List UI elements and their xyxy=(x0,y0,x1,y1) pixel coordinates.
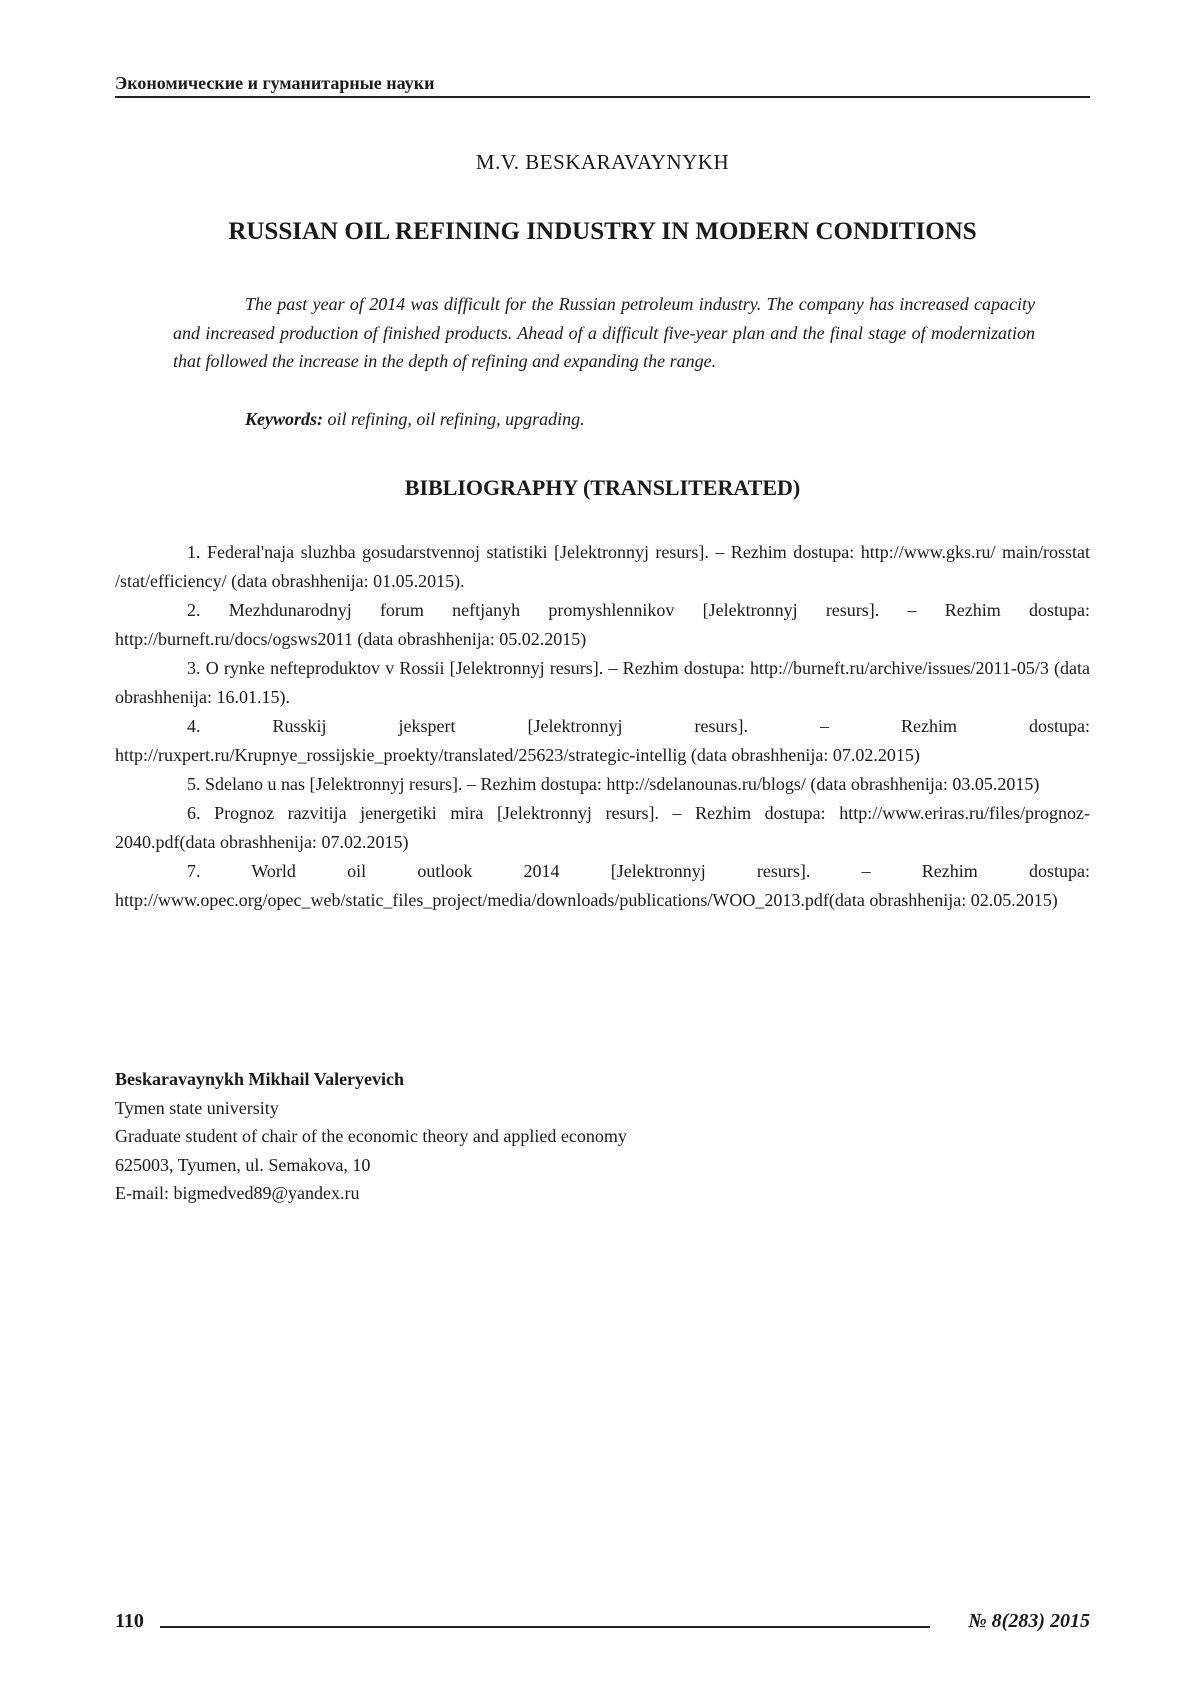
bibliography-item: 3. O rynke nefteproduktov v Rossii [Jelektronnyj resurs]. – Rezhim dostupa: http://burneft.ru/archive/issues/2011-05/3 (data obrashhenija: 16.01.15). xyxy=(115,654,1090,712)
author-email: E-mail: bigmedved89@yandex.ru xyxy=(115,1179,1090,1208)
bibliography-item: 5. Sdelano u nas [Jelektronnyj resurs]. – Rezhim dostupa: http://sdelanounas.ru/blogs/ (data obrashhenija: 03.05.2015) xyxy=(115,770,1090,799)
bibliography-item: 4. Russkij jekspert [Jelektronnyj resurs]. – Rezhim dostupa: http://ruxpert.ru/Krupnye_rossijskie_proekty/translated/25623/strategic-intellig (data obrashhenija: 07.02.2015) xyxy=(115,712,1090,770)
running-header: Экономические и гуманитарные науки xyxy=(115,72,1090,98)
journal-page xyxy=(115,0,1090,1698)
article-title: RUSSIAN OIL REFINING INDUSTRY IN MODERN CONDITIONS xyxy=(115,218,1090,246)
keywords-label: Keywords: xyxy=(245,409,323,429)
author-name: Beskaravaynykh Mikhail Valeryevich xyxy=(115,1065,1090,1094)
page-number: 110 xyxy=(115,1610,144,1633)
article-abstract: The past year of 2014 was difficult for the Russian petroleum industry. The company has increased capacity and increased production of finished products. Ahead of a difficult five-year plan and the final stage of modernization that followed the increase in the depth of refining and expanding the range. xyxy=(173,290,1035,376)
author-address: 625003, Tyumen, ul. Semakova, 10 xyxy=(115,1151,1090,1180)
bibliography-list xyxy=(115,538,1090,915)
author-info xyxy=(115,1065,1090,1208)
bibliography-item: 7. World oil outlook 2014 [Jelektronnyj resurs]. – Rezhim dostupa: http://www.opec.org/opec_web/static_files_project/media/downloads/publications/WOO_2013.pdf(data obrashhenija: 02.05.2015) xyxy=(115,857,1090,915)
bibliography-heading: BIBLIOGRAPHY (TRANSLITERATED) xyxy=(115,475,1090,501)
bibliography-item: 1. Federal'naja sluzhba gosudarstvennoj statistiki [Jelektronnyj resurs]. – Rezhim dostupa: http://www.gks.ru/ main/rosstat /stat/efficiency/ (data obrashhenija: 01.05.2015). xyxy=(115,538,1090,596)
article-author: M.V. BESKARAVAYNYKH xyxy=(115,150,1090,175)
keywords-text: oil refining, oil refining, upgrading. xyxy=(323,409,585,429)
issue-number: № 8(283) 2015 xyxy=(968,1610,1090,1633)
author-affiliation: Tymen state university xyxy=(115,1094,1090,1123)
bibliography-item: 6. Prognoz razvitija jenergetiki mira [Jelektronnyj resurs]. – Rezhim dostupa: http://www.eriras.ru/files/prognoz-2040.pdf(data obrashhenija: 07.02.2015) xyxy=(115,799,1090,857)
bibliography-item: 2. Mezhdunarodnyj forum neftjanyh promyshlennikov [Jelektronnyj resurs]. – Rezhim dostupa: http://burneft.ru/docs/ogsws2011 (data obrashhenija: 05.02.2015) xyxy=(115,596,1090,654)
article-keywords xyxy=(245,405,585,433)
footer-rule xyxy=(160,1626,930,1628)
author-position: Graduate student of chair of the economic theory and applied economy xyxy=(115,1122,1090,1151)
page-footer xyxy=(115,1610,1090,1640)
